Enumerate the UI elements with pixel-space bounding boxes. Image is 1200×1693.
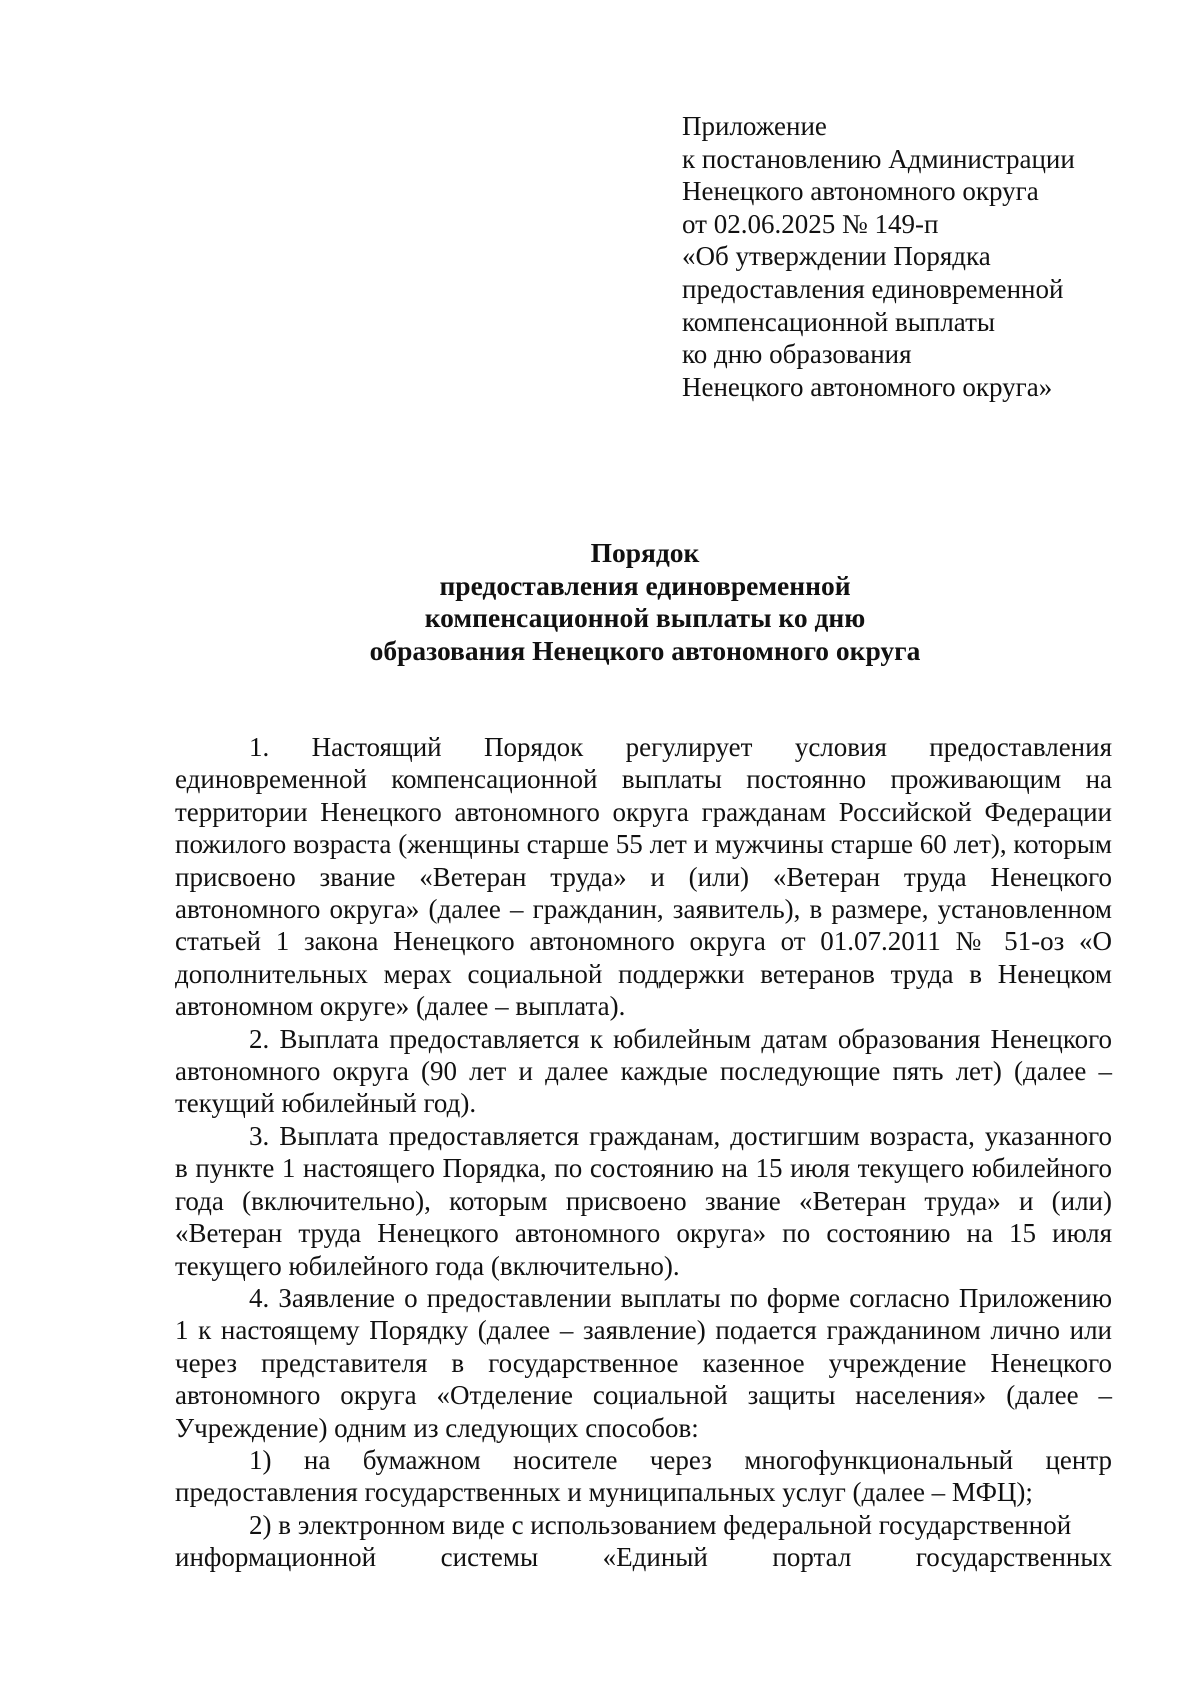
document-title [175,537,1115,667]
paragraph-4-item-2-continued: информационной системы «Единый портал государственных [175,1542,1112,1573]
paragraph-4: 4. Заявление о предоставлении выплаты по форме согласно Приложению 1 к настоящему Порядку (далее – заявление) подается гражданином лично или через представителя в государственное казенное учреждение Ненецкого автономного округа «Отделение социальной защиты населения» (далее – Учреждение) одним из следующих способов: [175,1282,1112,1443]
paragraph-1: 1. Настоящий Порядок регулирует условия предоставления единовременной компенсационной выплаты постоянно проживающим на территории Ненецкого автономного округа гражданам Российской Федерации пожилого возраста (женщины старше 55 лет и мужчины старше 60 лет), которым присвоено звание «Ветеран труда» и (или) «Ветеран труда Ненецкого автономного округа» (далее – гражданин, заявитель), в размере, установленном статьей 1 закона Ненецкого автономного округа от 01.07.2011 № 51-оз «О дополнительных мерах социальной поддержки ветеранов труда в Ненецком автономном округе» (далее – выплата). [175,732,1112,1022]
appendix-line: Ненецкого автономного округа [682,176,1039,207]
title-line: предоставления единовременной [439,569,851,601]
appendix-line: к постановлению Администрации [682,143,1075,174]
appendix-line: предоставления единовременной [682,273,1064,304]
title-line: компенсационной выплаты ко дню [424,602,866,633]
paragraph-4-item-2: 2) в электронном виде с использованием федеральной государственной [249,1509,1072,1540]
title-line: Порядок [590,537,700,568]
appendix-line: Приложение [682,111,827,141]
paragraph-2: 2. Выплата предоставляется к юбилейным датам образования Ненецкого автономного округа (90 лет и далее каждые последующие пять лет) (далее – текущий юбилейный год). [175,1023,1112,1119]
title-line: образования Ненецкого автономного округа [369,634,921,666]
appendix-header [682,110,1162,403]
appendix-line: от 02.06.2025 № 149-п [682,208,939,239]
paragraph-4-item-1: 1) на бумажном носителе через многофункциональный центр предоставления государственных и муниципальных услуг (далее – МФЦ); [175,1444,1112,1508]
paragraph-3: 3. Выплата предоставляется гражданам, достигшим возраста, указанного в пункте 1 настоящего Порядка, по состоянию на 15 июля текущего юбилейного года (включительно), которым присвоено звание «Ветеран труда» и (или) «Ветеран труда Ненецкого автономного округа» по состоянию на 15 июля текущего юбилейного года (включительно). [175,1120,1112,1281]
appendix-line: Ненецкого автономного округа» [682,371,1053,402]
document-body [175,731,1112,1574]
appendix-line: «Об утверждении Порядка [682,241,991,272]
appendix-line: компенсационной выплаты [682,306,996,337]
appendix-line: ко дню образования [682,339,912,370]
